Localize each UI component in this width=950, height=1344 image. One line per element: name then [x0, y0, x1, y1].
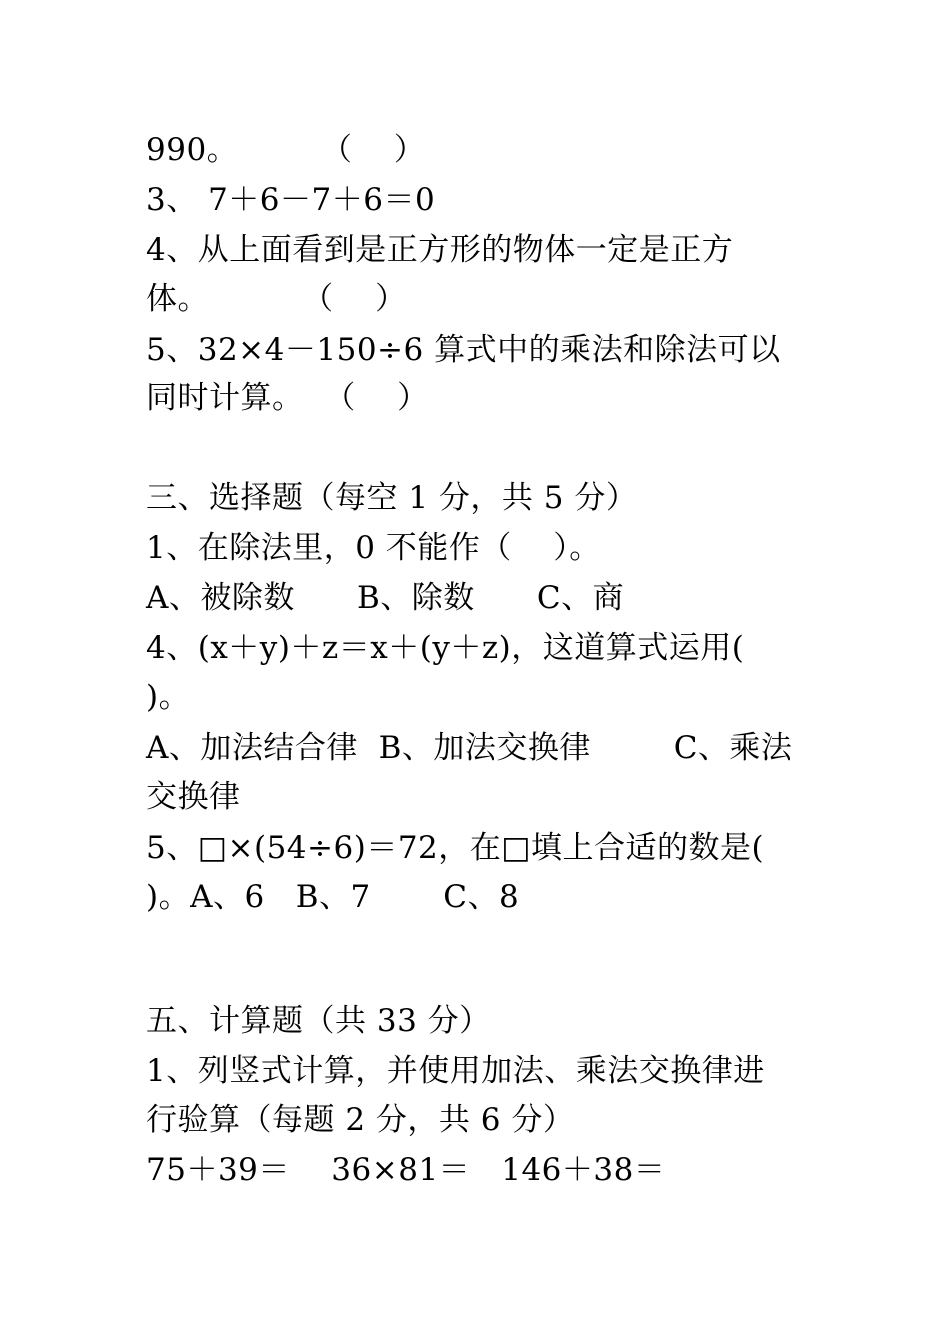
- calc-q1-instruction-line1: 1、列竖式计算，并使用加法、乘法交换律进: [146, 1053, 765, 1089]
- section-calc-heading: 五、计算题（共 33 分）: [146, 1003, 491, 1039]
- choice-q4-stem-line1: 4、(x＋y)＋z＝x＋(y＋z)，这道算式运用(: [146, 630, 745, 666]
- q2-continuation-line: 990。 （ ）: [146, 132, 426, 168]
- choice-q1-options: A、被除数 B、除数 C、商: [146, 580, 625, 616]
- choice-q4-options-line2: 交换律: [146, 779, 241, 815]
- q4-statement-line2: 体。 （ ）: [146, 281, 407, 317]
- section-choice-heading: 三、选择题（每空 1 分，共 5 分）: [146, 480, 638, 516]
- q4-statement-line1: 4、从上面看到是正方形的物体一定是正方: [146, 232, 734, 268]
- q3-statement: 3、 7＋6－7＋6＝0: [146, 182, 436, 218]
- choice-q5-stem-line2: )。A、6 B、7 C、8: [146, 879, 520, 915]
- choice-q5-stem-line1: 5、□×(54÷6)＝72，在□填上合适的数是(: [146, 830, 765, 866]
- calc-q1-instruction-line2: 行验算（每题 2 分，共 6 分）: [146, 1102, 575, 1138]
- q5-statement-line2: 同时计算。 （ ）: [146, 380, 429, 416]
- calc-q1-problems: 75＋39＝ 36×81＝ 146＋38＝: [146, 1152, 666, 1188]
- q5-statement-line1: 5、32×4－150÷6 算式中的乘法和除法可以: [146, 332, 781, 368]
- choice-q4-stem-line2: )。: [146, 679, 191, 715]
- choice-q1-stem: 1、在除法里，0 不能作（ ）。: [146, 530, 601, 566]
- choice-q4-options-line1: A、加法结合律 B、加法交换律 C、乘法: [146, 730, 793, 766]
